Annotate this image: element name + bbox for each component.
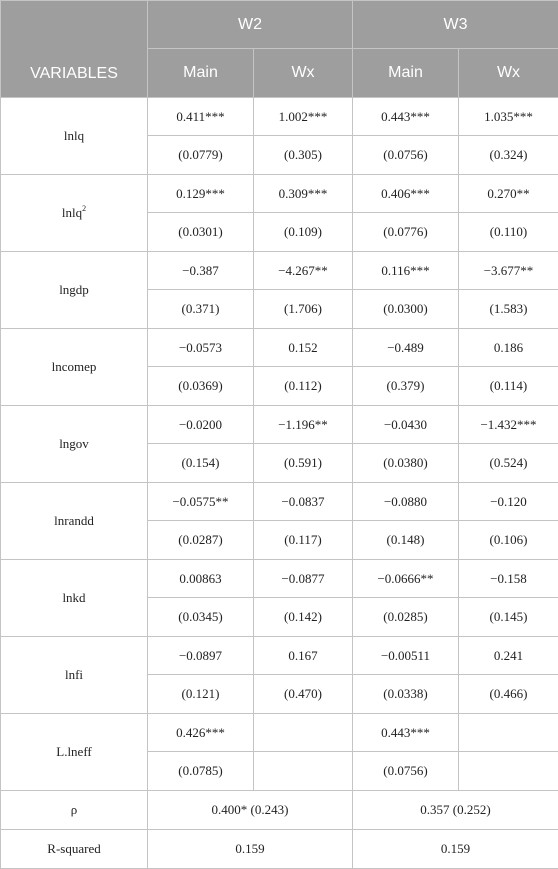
coef-cell: −3.677** bbox=[459, 252, 558, 290]
coef-cell: −0.0430 bbox=[353, 406, 459, 444]
coef-cell: −0.0897 bbox=[148, 637, 254, 675]
coef-cell: −0.0200 bbox=[148, 406, 254, 444]
variable-cell bbox=[1, 714, 148, 791]
coef-cell: 0.129*** bbox=[148, 175, 254, 213]
coef-cell: 0.00863 bbox=[148, 560, 254, 598]
variable-name: lnlq bbox=[62, 205, 82, 220]
se-cell: (0.0345) bbox=[148, 598, 254, 637]
coef-cell: −0.120 bbox=[459, 483, 558, 521]
coef-cell: 0.406*** bbox=[353, 175, 459, 213]
coef-cell: −0.489 bbox=[353, 329, 459, 367]
se-cell: (0.145) bbox=[459, 598, 558, 637]
se-cell: (0.109) bbox=[254, 213, 353, 252]
coef-cell: 0.443*** bbox=[353, 98, 459, 136]
variable-name: lngov bbox=[59, 436, 89, 451]
variable-cell bbox=[1, 406, 148, 483]
variable-cell bbox=[1, 252, 148, 329]
table-row-coef bbox=[1, 714, 558, 752]
summary-label: ρ bbox=[1, 791, 148, 830]
group-header-w3: W3 bbox=[353, 1, 558, 49]
coef-cell: 0.152 bbox=[254, 329, 353, 367]
coef-cell: −0.0575** bbox=[148, 483, 254, 521]
coef-cell: −0.158 bbox=[459, 560, 558, 598]
coef-cell: −4.267** bbox=[254, 252, 353, 290]
se-cell: (0.106) bbox=[459, 521, 558, 560]
variable-name: lnrandd bbox=[54, 513, 94, 528]
coef-cell bbox=[254, 714, 353, 752]
variable-name: L.lneff bbox=[56, 744, 92, 759]
coef-cell: −0.387 bbox=[148, 252, 254, 290]
coef-cell: −1.432*** bbox=[459, 406, 558, 444]
coef-cell: −0.0666** bbox=[353, 560, 459, 598]
se-cell: (0.0756) bbox=[353, 752, 459, 791]
coef-cell: 1.002*** bbox=[254, 98, 353, 136]
coef-cell: 0.270** bbox=[459, 175, 558, 213]
se-cell: (0.0779) bbox=[148, 136, 254, 175]
table-row-coef bbox=[1, 406, 558, 444]
se-cell: (0.305) bbox=[254, 136, 353, 175]
table-body bbox=[1, 98, 558, 869]
table-row-coef bbox=[1, 483, 558, 521]
se-cell: (0.524) bbox=[459, 444, 558, 483]
se-cell: (0.0756) bbox=[353, 136, 459, 175]
table-row-summary bbox=[1, 791, 558, 830]
se-cell: (0.324) bbox=[459, 136, 558, 175]
variable-name: lnlq bbox=[64, 128, 84, 143]
coef-cell: 0.443*** bbox=[353, 714, 459, 752]
coef-cell: −1.196** bbox=[254, 406, 353, 444]
variable-superscript: 2 bbox=[82, 204, 86, 213]
se-cell: (0.470) bbox=[254, 675, 353, 714]
variable-name: lnkd bbox=[62, 590, 85, 605]
coef-cell: 0.411*** bbox=[148, 98, 254, 136]
se-cell: (0.0285) bbox=[353, 598, 459, 637]
table-row-coef bbox=[1, 252, 558, 290]
summary-label: R-squared bbox=[1, 830, 148, 869]
table-row-summary bbox=[1, 830, 558, 869]
table-row-coef bbox=[1, 175, 558, 213]
coef-cell: 0.167 bbox=[254, 637, 353, 675]
variable-cell bbox=[1, 329, 148, 406]
summary-value-w3: 0.159 bbox=[353, 830, 558, 869]
se-cell: (0.0338) bbox=[353, 675, 459, 714]
se-cell: (0.591) bbox=[254, 444, 353, 483]
variable-name: lngdp bbox=[59, 282, 89, 297]
se-cell: (0.121) bbox=[148, 675, 254, 714]
se-cell: (0.0785) bbox=[148, 752, 254, 791]
variable-name: lncomep bbox=[52, 359, 97, 374]
se-cell: (0.371) bbox=[148, 290, 254, 329]
se-cell: (0.0369) bbox=[148, 367, 254, 406]
coef-cell: 0.309*** bbox=[254, 175, 353, 213]
coef-cell: −0.0573 bbox=[148, 329, 254, 367]
coef-cell: −0.0877 bbox=[254, 560, 353, 598]
variable-cell bbox=[1, 560, 148, 637]
coef-cell: −0.0880 bbox=[353, 483, 459, 521]
table-row-coef bbox=[1, 98, 558, 136]
subcolumn-header: Main bbox=[353, 49, 459, 98]
coef-cell: 0.241 bbox=[459, 637, 558, 675]
se-cell: (0.154) bbox=[148, 444, 254, 483]
group-header-w2: W2 bbox=[148, 1, 353, 49]
summary-value-w2: 0.400* (0.243) bbox=[148, 791, 353, 830]
variables-header bbox=[1, 1, 148, 98]
table-row-coef bbox=[1, 329, 558, 367]
se-cell: (1.583) bbox=[459, 290, 558, 329]
summary-value-w3: 0.357 (0.252) bbox=[353, 791, 558, 830]
subcolumn-header: Wx bbox=[254, 49, 353, 98]
se-cell: (0.117) bbox=[254, 521, 353, 560]
variable-cell bbox=[1, 175, 148, 252]
coef-cell: −0.0837 bbox=[254, 483, 353, 521]
variables-label: VARIABLES bbox=[30, 65, 118, 82]
coef-cell bbox=[459, 714, 558, 752]
coef-cell: −0.00511 bbox=[353, 637, 459, 675]
se-cell: (0.0301) bbox=[148, 213, 254, 252]
se-cell: (0.114) bbox=[459, 367, 558, 406]
variable-name: lnfi bbox=[65, 667, 83, 682]
se-cell: (0.142) bbox=[254, 598, 353, 637]
se-cell bbox=[254, 752, 353, 791]
se-cell: (0.0380) bbox=[353, 444, 459, 483]
se-cell bbox=[459, 752, 558, 791]
se-cell: (1.706) bbox=[254, 290, 353, 329]
se-cell: (0.379) bbox=[353, 367, 459, 406]
se-cell: (0.148) bbox=[353, 521, 459, 560]
table-row-coef bbox=[1, 637, 558, 675]
variable-cell bbox=[1, 483, 148, 560]
coef-cell: 0.116*** bbox=[353, 252, 459, 290]
coef-cell: 0.186 bbox=[459, 329, 558, 367]
se-cell: (0.110) bbox=[459, 213, 558, 252]
coef-cell: 1.035*** bbox=[459, 98, 558, 136]
se-cell: (0.0776) bbox=[353, 213, 459, 252]
coef-cell: 0.426*** bbox=[148, 714, 254, 752]
se-cell: (0.112) bbox=[254, 367, 353, 406]
variable-cell bbox=[1, 98, 148, 175]
table-header bbox=[1, 1, 558, 98]
se-cell: (0.0287) bbox=[148, 521, 254, 560]
variable-cell bbox=[1, 637, 148, 714]
se-cell: (0.0300) bbox=[353, 290, 459, 329]
table-row-coef bbox=[1, 560, 558, 598]
se-cell: (0.466) bbox=[459, 675, 558, 714]
subcolumn-header: Wx bbox=[459, 49, 558, 98]
subcolumn-header: Main bbox=[148, 49, 254, 98]
summary-value-w2: 0.159 bbox=[148, 830, 353, 869]
